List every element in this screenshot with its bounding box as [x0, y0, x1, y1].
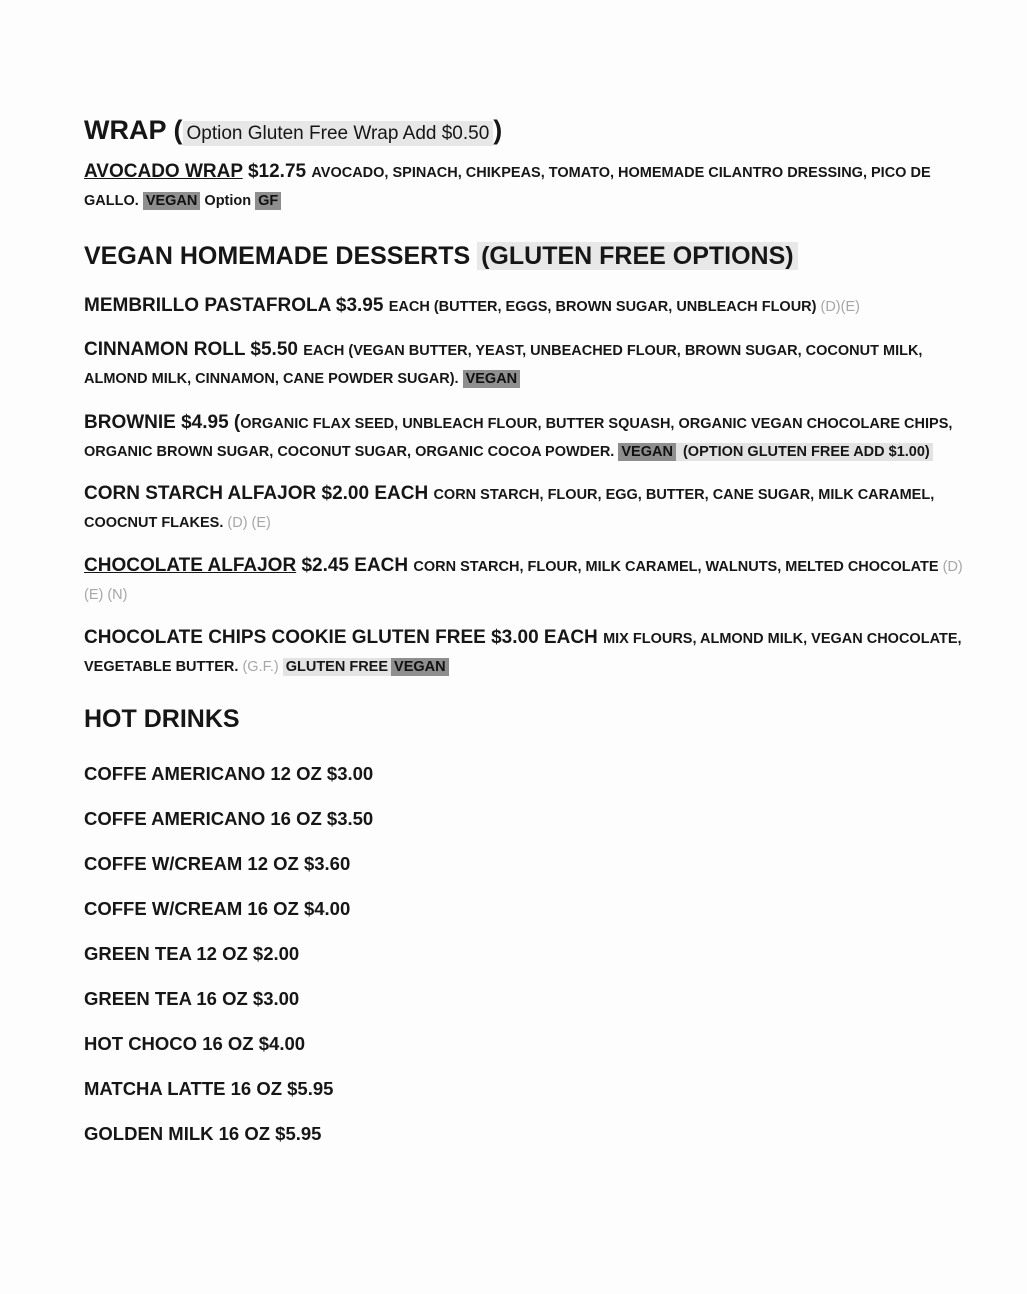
drink-item: GREEN TEA 16 OZ $3.00: [84, 988, 300, 1009]
allergen-tags: (D) (E) (N): [84, 559, 963, 603]
gluten-free-badge: GLUTEN FREE: [283, 658, 391, 676]
chocolate-alfajor-item: [84, 552, 974, 609]
avocado-wrap-item: [84, 158, 974, 215]
membrillo-name: MEMBRILLO PASTAFROLA $3.95: [84, 295, 389, 316]
menu-page: [84, 108, 974, 1156]
wrap-heading-close: ): [493, 115, 503, 145]
wrap-heading: [84, 108, 974, 156]
hot-drinks-heading: HOT DRINKS: [84, 705, 240, 733]
avocado-wrap-name: AVOCADO WRAP: [84, 161, 243, 182]
corn-alfajor-description: CORN STARCH, FLOUR, EGG, BUTTER, CANE SUGAR, MILK CARAMEL, COOCNUT FLAKES.: [84, 487, 935, 531]
cinnamon-roll-item: [84, 336, 974, 393]
desserts-heading: [84, 236, 974, 276]
drink-item: COFFE AMERICANO 16 OZ $3.50: [84, 808, 374, 829]
allergen-tags: (G.F.): [242, 659, 283, 675]
vegan-badge: VEGAN: [618, 443, 676, 461]
wrap-heading-text: WRAP (: [84, 115, 183, 145]
brownie-gluten-free-option: (OPTION GLUTEN FREE ADD $1.00): [676, 443, 933, 461]
gluten-free-options-label: (GLUTEN FREE OPTIONS): [477, 242, 798, 270]
cinnamon-roll-name: CINNAMON ROLL $5.50: [84, 339, 304, 360]
vegan-badge: VEGAN: [463, 370, 521, 388]
drink-item: HOT CHOCO 16 OZ $4.00: [84, 1033, 306, 1054]
wrap-gluten-free-option: Option Gluten Free Wrap Add $0.50: [183, 121, 494, 146]
allergen-tags: (D) (E): [227, 515, 271, 531]
chocolate-alfajor-name: CHOCOLATE ALFAJOR: [84, 555, 297, 576]
vegan-badge: VEGAN: [391, 658, 449, 676]
drink-item: COFFE W/CREAM 12 OZ $3.60: [84, 853, 351, 874]
chocolate-alfajor-description: CORN STARCH, FLOUR, MILK CARAMEL, WALNUTS, MELTED CHOCOLATE: [413, 559, 943, 575]
avocado-wrap-description: AVOCADO, SPINACH, CHIKPEAS, TOMATO, HOMEMADE CILANTRO DRESSING, PICO DE GALLO.: [84, 165, 931, 209]
brownie-description: ORGANIC FLAX SEED, UNBLEACH FLOUR, BUTTER SQUASH, ORGANIC VEGAN CHOCOLARE CHIPS, ORGANIC BROWN SUGAR, COCONUT SUGAR, ORGANIC COCOA POWDER.: [84, 416, 953, 460]
corn-starch-alfajor-item: [84, 480, 974, 537]
drink-item: COFFE W/CREAM 16 OZ $4.00: [84, 898, 351, 919]
allergen-tags: (D)(E): [820, 299, 860, 315]
drink-item: MATCHA LATTE 16 OZ $5.95: [84, 1078, 334, 1099]
drink-item: GREEN TEA 12 OZ $2.00: [84, 943, 300, 964]
desserts-heading-text: VEGAN HOMEMADE DESSERTS: [84, 242, 478, 270]
cinnamon-roll-description: EACH (VEGAN BUTTER, YEAST, UNBEACHED FLOUR, BROWN SUGAR, COCONUT MILK, ALMOND MILK, CINNAMON, CANE POWDER SUGAR).: [84, 343, 923, 387]
hot-drinks-list: [84, 751, 974, 1156]
corn-alfajor-name: CORN STARCH ALFAJOR $2.00 EACH: [84, 483, 434, 504]
option-label: Option: [200, 193, 256, 209]
vegan-badge: VEGAN: [143, 192, 201, 210]
brownie-item: [84, 409, 974, 466]
chocolate-alfajor-price: $2.45 EACH: [296, 555, 414, 576]
avocado-wrap-price: $12.75: [242, 161, 312, 182]
membrillo-description: EACH (BUTTER, EGGS, BROWN SUGAR, UNBLEACH FLOUR): [388, 299, 821, 315]
membrillo-pastafrola-item: [84, 292, 974, 321]
cookie-description: MIX FLOURS, ALMOND MILK, VEGAN CHOCOLATE, VEGETABLE BUTTER.: [84, 631, 962, 675]
brownie-name: BROWNIE $4.95 (: [84, 412, 241, 433]
cookie-name: CHOCOLATE CHIPS COOKIE GLUTEN FREE $3.00 EACH: [84, 627, 604, 648]
drink-item: COFFE AMERICANO 12 OZ $3.00: [84, 763, 374, 784]
gf-badge: GF: [255, 192, 281, 210]
chocolate-chips-cookie-item: [84, 624, 974, 681]
drink-item: GOLDEN MILK 16 OZ $5.95: [84, 1123, 322, 1144]
